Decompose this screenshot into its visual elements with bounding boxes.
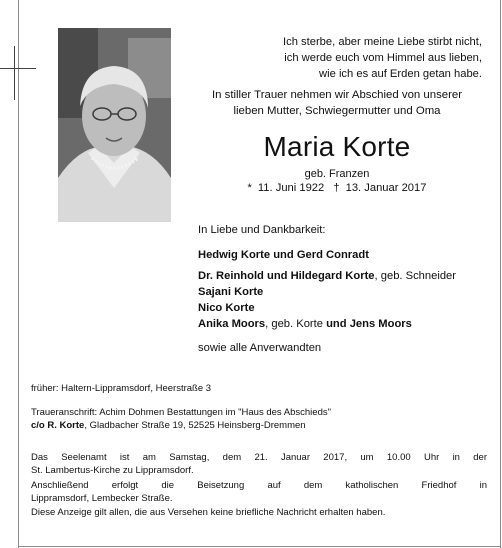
portrait-photo <box>58 28 171 222</box>
quote-line: wie ich es auf Erden getan habe. <box>319 68 482 80</box>
mourner-line <box>198 316 412 332</box>
mourner-line: Nico Korte <box>198 302 255 314</box>
mourner-note: , geb. Korte <box>265 318 327 330</box>
former-address: früher: Haltern-Lippramsdorf, Heerstraße 3 <box>31 383 212 394</box>
left-border <box>18 0 19 548</box>
mourning-address: Traueranschrift: Achim Dohmen Bestattungen im "Haus des Abschieds" <box>31 407 331 418</box>
cross-icon-vertical <box>14 46 15 100</box>
notice-text: Diese Anzeige gilt allen, die aus Versehen keine briefliche Nachricht erhalten haben. <box>31 507 386 518</box>
service-info: St. Lambertus-Kirche zu Lippramsdorf. <box>31 465 194 476</box>
contact-address: , Gladbacher Straße 19, 52525 Heinsberg-Dremmen <box>84 420 306 431</box>
bottom-border <box>18 546 501 547</box>
intro-line: lieben Mutter, Schwiegermutter und Oma <box>233 105 441 117</box>
mourner-line: Hedwig Korte und Gerd Conradt <box>198 249 369 261</box>
mourning-address-contact <box>31 419 487 432</box>
quote-line: Ich sterbe, aber meine Liebe stirbt nicht, <box>283 36 482 48</box>
death-symbol: † <box>333 182 340 194</box>
contact-name: c/o R. Korte <box>31 420 85 431</box>
service-info: Das Seelenamt ist am Samstag, dem 21. Januar 2017, um 10.00 Uhr in der <box>31 452 487 463</box>
right-border <box>500 0 501 548</box>
mourner-line: Sajani Korte <box>198 286 264 298</box>
death-date: 13. Januar 2017 <box>345 182 427 194</box>
deceased-name: Maria Korte <box>263 131 411 162</box>
burial-info: Anschließend erfolgt die Beisetzung auf dem katholischen Friedhof in <box>31 480 487 491</box>
mourner-name: Dr. Reinhold und Hildegard Korte <box>198 270 375 282</box>
quote-line: ich werde euch vom Himmel aus lieben, <box>284 52 482 64</box>
intro-line: In stiller Trauer nehmen wir Abschied von unserer <box>211 89 463 101</box>
quote <box>210 34 482 82</box>
mourner-name: Anika Moors <box>198 318 266 330</box>
mourners-closing: sowie alle Anverwandten <box>198 342 322 354</box>
mourner-line <box>198 268 456 284</box>
maiden-name: geb. Franzen <box>304 168 370 180</box>
intro-text <box>189 87 485 119</box>
birth-date: 11. Juni 1922 <box>257 182 325 194</box>
cross-icon-horizontal <box>0 68 36 69</box>
life-dates <box>190 181 484 195</box>
birth-symbol: * <box>247 182 252 194</box>
burial-info: Lippramsdorf, Lembecker Straße. <box>31 493 173 504</box>
mourners-heading: In Liebe und Dankbarkeit: <box>198 224 326 236</box>
mourner-name: und Jens Moors <box>326 318 412 330</box>
mourner-note: , geb. Schneider <box>374 270 457 282</box>
